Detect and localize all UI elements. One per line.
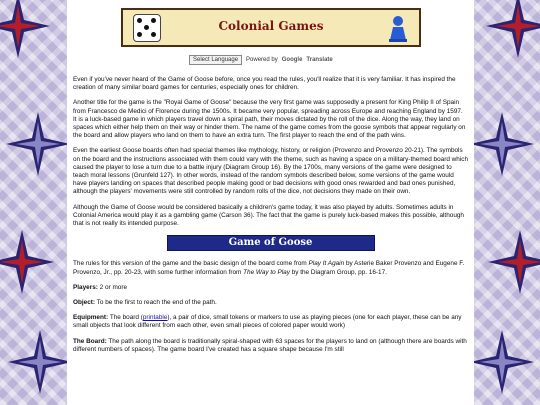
article-body [73,76,468,361]
quilt-star-decoration [486,0,540,58]
google-logo-text: Google [281,57,303,63]
players-rule: Players: 2 or more [73,283,127,291]
quilt-star-decoration [8,330,72,394]
printable-board-link[interactable]: printable [142,314,168,322]
site-banner[interactable] [121,8,421,47]
quilt-star-decoration [488,230,540,294]
quilt-star-decoration [0,230,54,294]
intro-paragraph-1: Even if you've never heard of the Game of Goose before, once you read the rules, you'll realize that it is very familiar. It has inspired the creation of many similar board games for centuries, especially ones for children. [73,76,456,92]
quilt-star-decoration [6,112,70,176]
content-column [67,0,474,405]
site-title: Colonial Games [218,19,324,33]
quilt-star-decoration [470,112,534,176]
powered-by-label: Powered by [246,57,278,63]
book-title-way-to-play: The Way to Play [243,268,290,276]
intro-paragraph-3: Even the earliest Goose boards often had special themes like mythology, history, or religion (Provenzo and Provenzo 20-21). The symbols on the board and the instructions associated with them could vary with the theme, such as having a space on a military-themed board which caused the player to lose a turn due to a battle injury (Diagram Group 16). By the 1700s, many versions of the game were designed to teach moral lessons (Grunfeld 127). In other words, instead of the random symbols described below, some versions of the game would have players landing on spaces that described people making good or bad decisions with good ones rewarded and bad ones punished, although the players' movements were still controlled by random rolls of the dice, not decisions they made on their own. [73,147,469,196]
equipment-rule: Equipment: The board (printable), a pair of dice, small tokens or markers to use as playing pieces (one for each player, these can be any small objects that look different from each other, even small pieces of colored paper would work) [73,314,462,330]
section-heading: Game of Goose [167,235,375,251]
google-translate-widget [189,55,333,65]
translate-link[interactable]: Translate [306,57,333,63]
rules-source-paragraph: The rules for this version of the game and the basic design of the board come from Play It Again by Asterie Baker Provenzo and Eugene F. Provenzo, Jr., pp. 20-23, with some further information from The Way to Play by the Diagram Group, pp. 16-17. [73,260,465,276]
quilt-star-decoration [470,330,534,394]
object-rule: Object: To be the first to reach the end of the path. [73,299,217,307]
intro-paragraph-4: Although the Game of Goose would be considered basically a children's game today, it was also played by adults. Sometimes adults in Colonial America would play it as a gambling game (Carson 36). The fact that the game is purely luck-based makes this possible, although that is not really its intended purpose. [73,203,464,228]
intro-paragraph-2: Another title for the game is the "Royal Game of Goose" because the very first game was supposedly a present for King Philip II of Spain from Francesco de Medici of Florence during the 1500s. It became very popular, spreading across Europe and reaching England by 1597. It is a luck-based game in which players travel down a spiral path, their moves dictated by the roll of the dice. Along the way, they land on spaces which either help them on their way or hinder them. The name of the game comes from the goose symbols that appear regularly on the board and allow players who land on them to have an extra turn. The first player to reach the end of the path wins. [73,99,466,140]
book-title-play-it-again: Play It Again [308,260,345,268]
board-rule: The Board: The path along the board is traditionally spiral-shaped with 63 spaces for the players to land on (although there are boards with different numbers of spaces). The game board I've created has a square shape because I'm still [73,337,467,353]
quilt-star-decoration [0,0,50,58]
language-select[interactable]: Select Language [189,55,242,65]
pawn-icon [387,15,409,42]
